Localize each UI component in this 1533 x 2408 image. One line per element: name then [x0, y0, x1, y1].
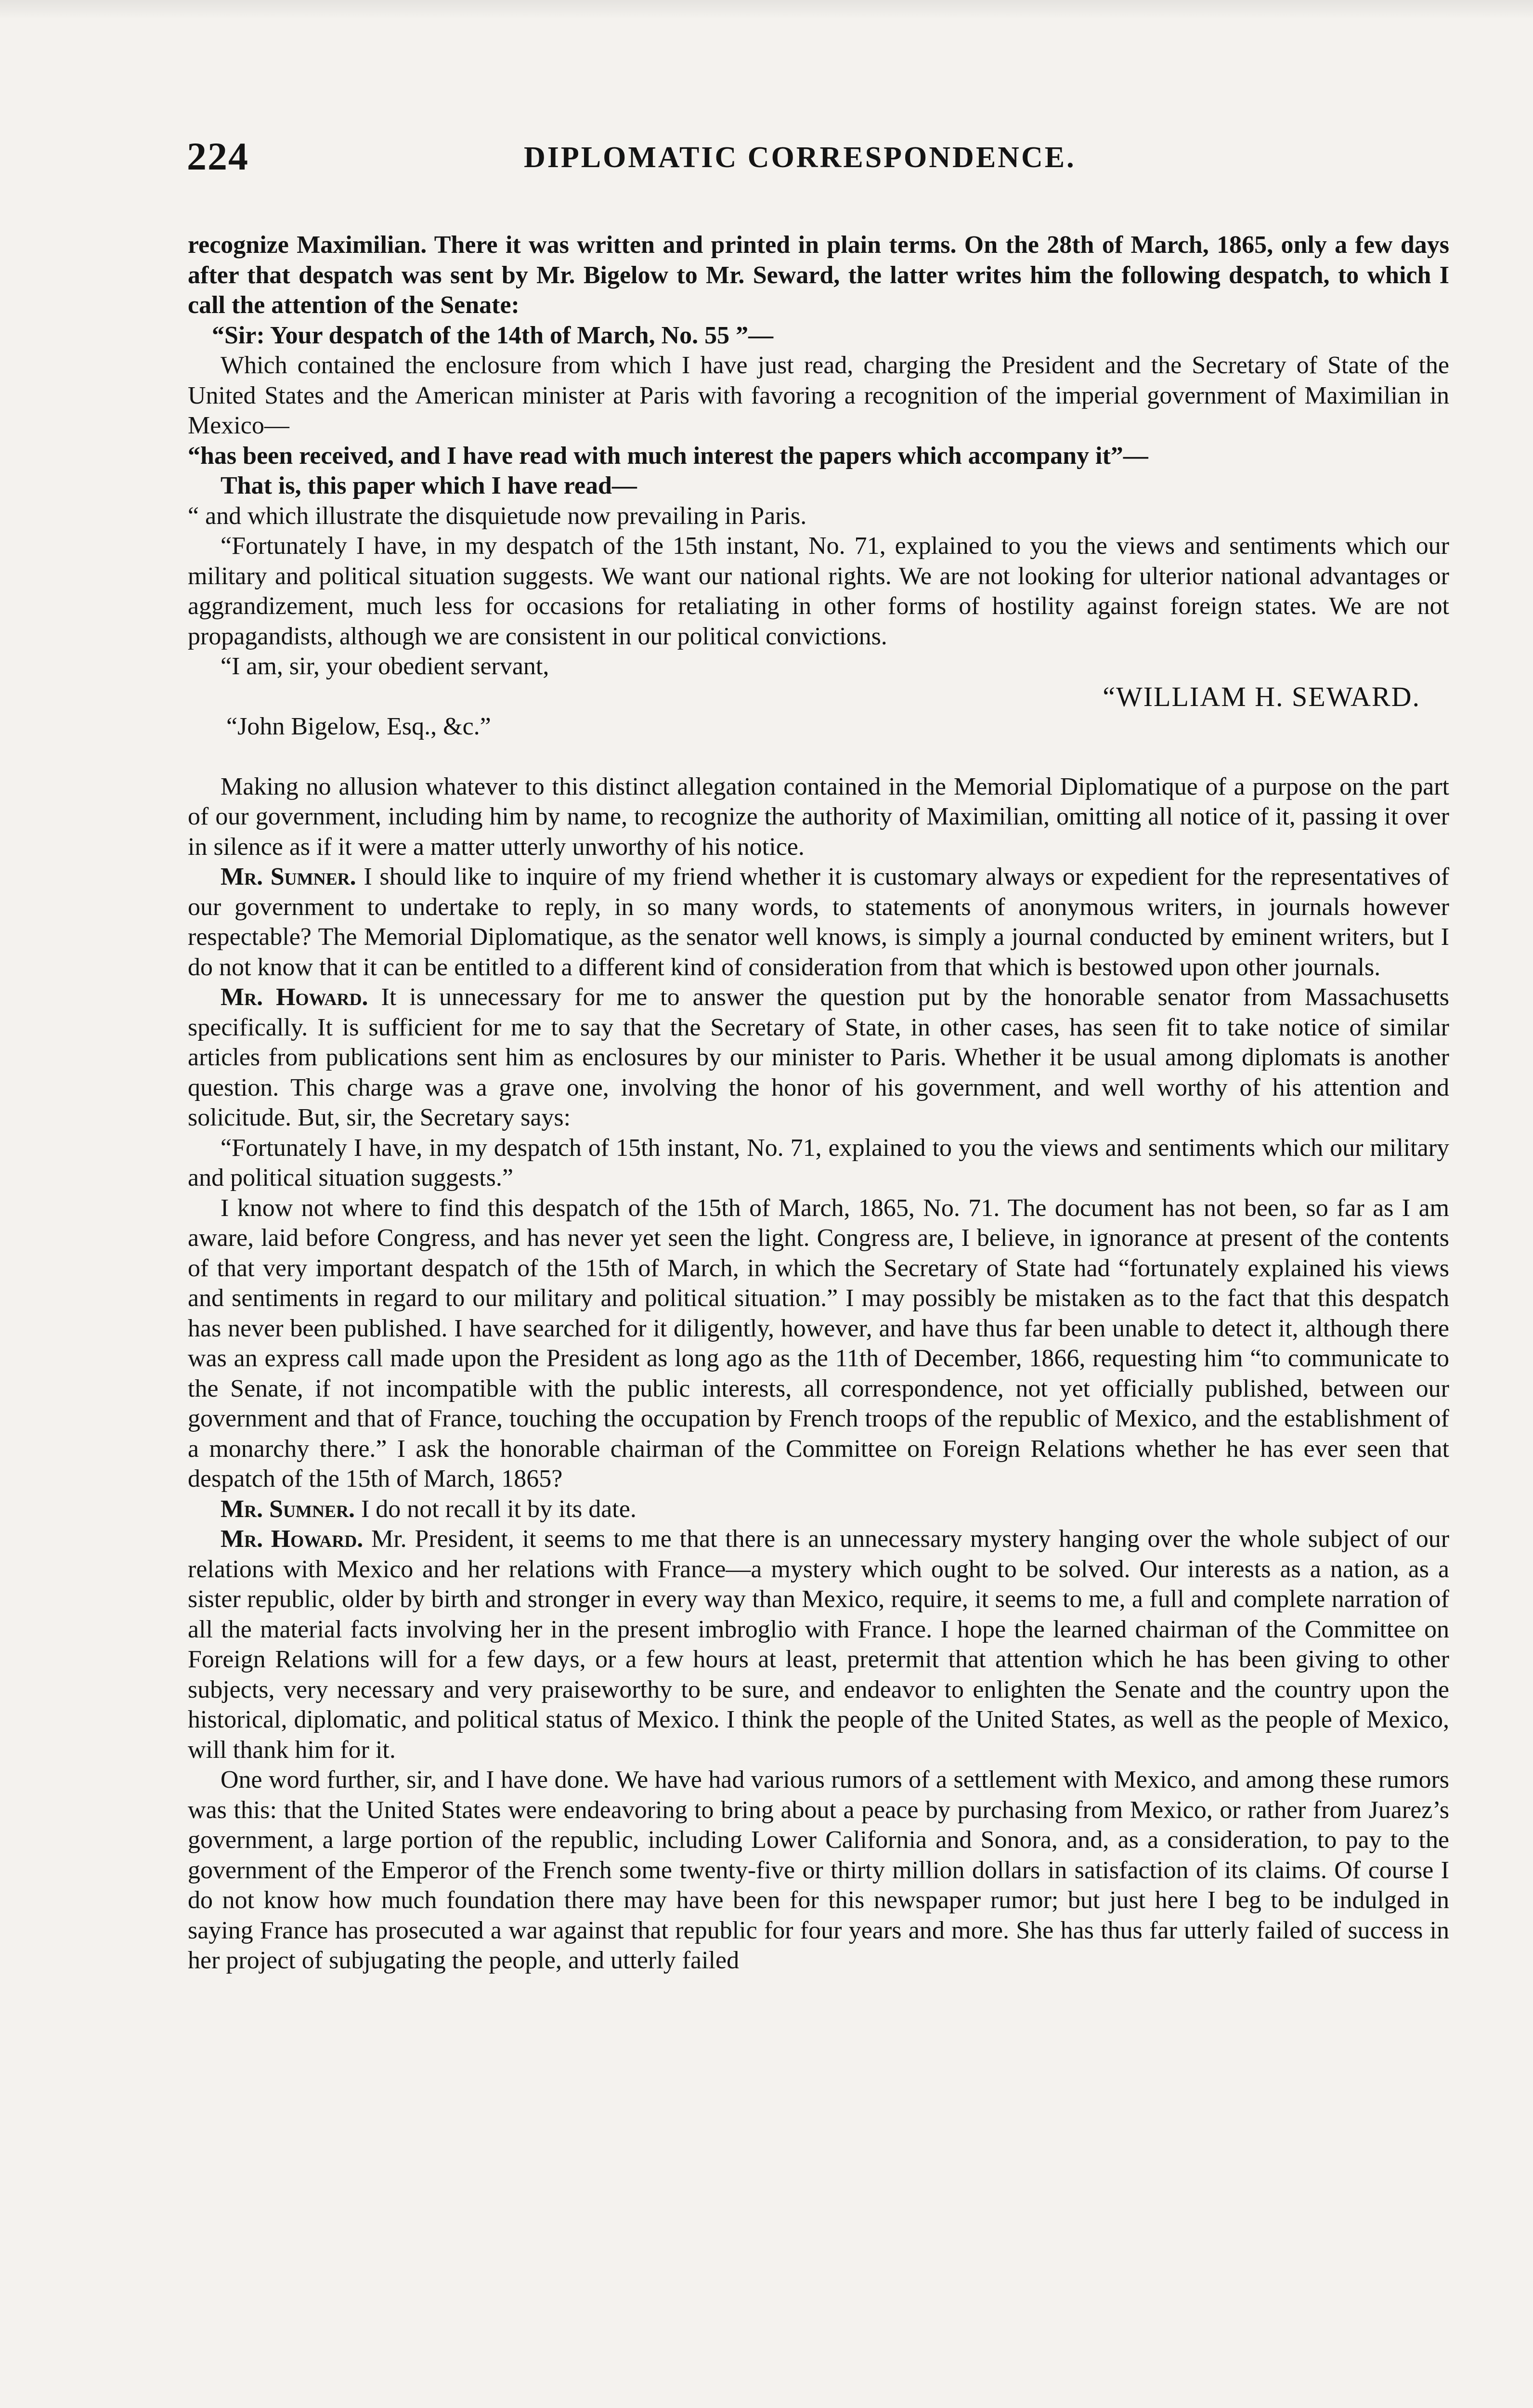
page-number: 224	[187, 134, 249, 178]
paragraph: Making no allusion whatever to this distinct allegation contained in the Memorial Diplomatique of a purpose on the part of our government, including him by name, to recognize the authority of Maximilian, omitting all notice of it, passing it over in silence as if it were a matter utterly unworthy of his notice.	[188, 772, 1449, 861]
speech-text: I do not recall it by its date.	[361, 1495, 637, 1523]
quote-line: “ and which illustrate the disquietude now prevailing in Paris.	[188, 502, 807, 530]
paragraph	[188, 1494, 1449, 1525]
quote-paragraph: “Fortunately I have, in my despatch of 15th instant, No. 71, explained to you the views and sentiments which our military and political situation suggests.”	[188, 1134, 1449, 1191]
speech-text: It is unnecessary for me to answer the question put by the honorable senator from Massachusetts specifically. It is sufficient for me to say that the Secretary of State, in other cases, has seen fit to take notice of similar articles from publications sent him as enclosures by our minister to Paris. Whether it be usual among diplomats is another question. This charge was a grave one, involving the honor of his government, and well worthy of his attention and solicitude. But, sir, the Secretary says:	[188, 983, 1450, 1131]
speaker-name: Mr. Sumner.	[221, 863, 356, 890]
scan-edge	[0, 0, 1533, 19]
paragraph: One word further, sir, and I have done. We have had various rumors of a settlement with Mexico, and among these rumors was this: that the United States were endeavoring to bring about a peace by purchasing from Mexico, or rather from Juarez’s government, a large portion of the republic, including Lower California and Sonora, and, as a consideration, to pay to the government of the Emperor of the French some twenty-five or thirty million dollars in satisfaction of its claims. Of course I do not know how much foundation there may have been for this newspaper rumor; but just here I beg to be indulged in saying France has prosecuted a war against that republic for four years and more. She has thus far utterly failed of success in her project of subjugating the people, and utterly failed	[188, 1766, 1449, 1974]
paragraph: That is, this paper which I have read—	[221, 472, 637, 499]
quote-line: “has been received, and I have read with much interest the papers which accompany it”—	[188, 442, 1148, 470]
quote-paragraph: “Fortunately I have, in my despatch of the 15th instant, No. 71, explained to you the views and sentiments which our military and political situation suggests. We want our national rights. We are not looking for ulterior national advantages or aggrandizement, much less for occasions for retaliating in other forms of hostility against foreign states. We are not propagandists, although we are consistent in our political convictions.	[188, 532, 1449, 650]
speaker-name: Mr. Howard.	[221, 983, 368, 1011]
paragraph	[188, 982, 1449, 1133]
page-header	[187, 134, 1448, 187]
body-text	[188, 230, 1449, 1976]
paragraph: recognize Maximilian. There it was written and printed in plain terms. On the 28th of March, 1865, only a few days after that despatch was sent by Mr. Bigelow to Mr. Seward, the latter writes him the following despatch, to which I call the attention of the Senate:	[188, 231, 1449, 319]
closing-line: “I am, sir, your obedient servant,	[221, 653, 549, 680]
speaker-name: Mr. Sumner.	[221, 1495, 355, 1523]
paragraph	[188, 862, 1449, 982]
signature: “WILLIAM H. SEWARD.	[1103, 681, 1420, 712]
speaker-name: Mr. Howard.	[221, 1525, 364, 1553]
addressee: “John Bigelow, Esq., &c.”	[226, 713, 491, 740]
speech-text: Mr. President, it seems to me that there is an unnecessary mystery hanging over the whole subject of our relations with Mexico and her relations with France—a mystery which ought to be solved. Our interests as a nation, as a sister republic, older by birth and stronger in every way than Mexico, require, it seems to me, a full and complete narration of all the material facts involving her in the present imbroglio with France. I hope the learned chairman of the Committee on Foreign Relations will for a few days, or a few hours at least, pretermit that attention which he has been giving to other subjects, very necessary and very praiseworthy to be sure, and endeavor to enlighten the Senate and the country upon the historical, diplomatic, and political status of Mexico. I think the people of the United States, as well as the people of Mexico, will thank him for it.	[188, 1525, 1450, 1764]
speech-text: I should like to inquire of my friend whether it is customary always or expedient for the representatives of our government to undertake to reply, in so many words, to statements of anonymous writers, in journals however respectable? The Memorial Diplomatique, as the senator well knows, is simply a journal conducted by eminent writers, but I do not know that it can be entitled to a different kind of consideration from that which is bestowed upon other journals.	[188, 863, 1450, 981]
paragraph	[188, 1524, 1449, 1765]
quote-salutation: “Sir: Your despatch of the 14th of March, No. 55 ”—	[212, 321, 774, 349]
paragraph: I know not where to find this despatch of the 15th of March, 1865, No. 71. The document has not been, so far as I am aware, laid before Congress, and has never yet seen the light. Congress are, I believe, in ignorance at present of the contents of that very important despatch of the 15th of March, in which the Secretary of State had “fortunately explained his views and sentiments in regard to our military and political situation.” I may possibly be mistaken as to the fact that this despatch has never been published. I have searched for it diligently, however, and have thus far been unable to detect it, although there was an express call made upon the President as long ago as the 11th of December, 1866, requesting him “to communicate to the Senate, if not incompatible with the public interests, all correspondence, not yet officially published, between our government and that of France, touching the occupation by French troops of the republic of Mexico, and the establishment of a monarchy there.” I ask the honorable chairman of the Committee on Foreign Relations whether he has ever seen that despatch of the 15th of March, 1865?	[188, 1194, 1449, 1492]
running-title: DIPLOMATIC CORRESPONDENCE.	[524, 141, 1076, 174]
paragraph: Which contained the enclosure from which I have just read, charging the President and the Secretary of State of the United States and the American minister at Paris with favoring a recognition of the imperial government of Maximilian in Mexico—	[188, 352, 1449, 439]
